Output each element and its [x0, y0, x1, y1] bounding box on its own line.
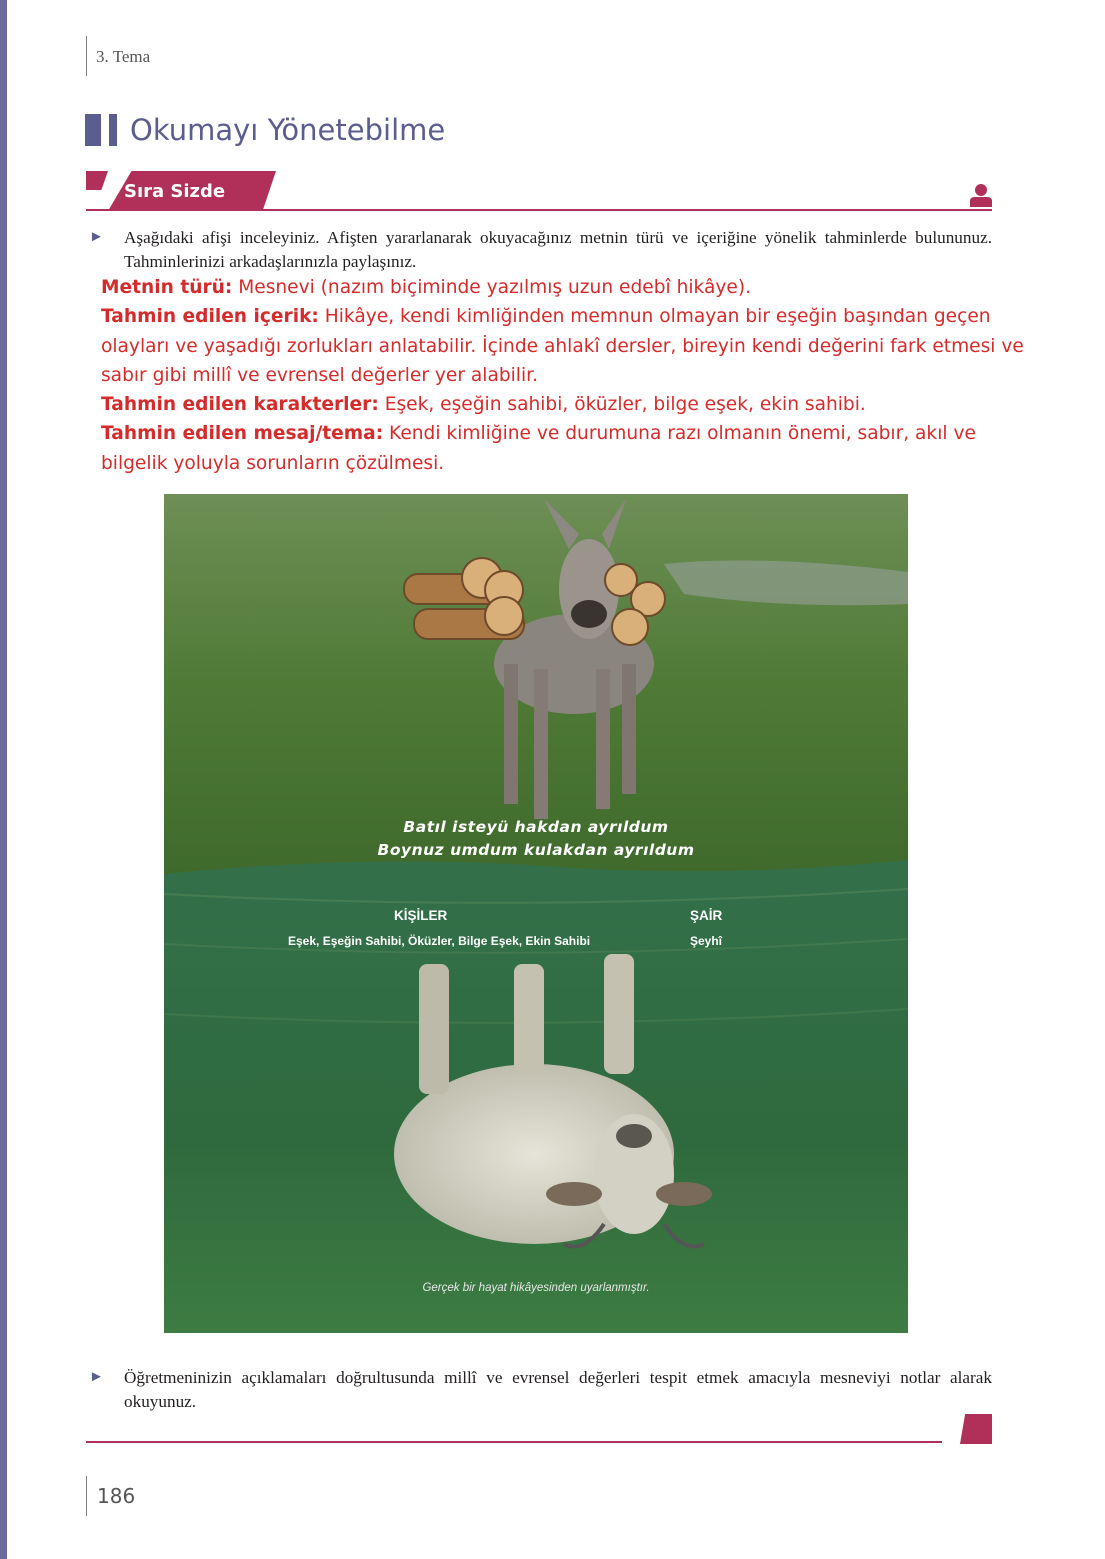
answer-content — [101, 302, 1031, 390]
answer-value: Hikâye, kendi kimliğinden memnun olmayan bir eşeğin başından geçen olayları ve yaşadığı zorlukları anlatabilir. İçinde ahlakî dersler, bireyin kendi değerini fark etmesi ve sabır gibi millî ve evrensel değerler yer alabilir. — [101, 306, 1024, 386]
verse-line-1: Batıl isteyü hakdan ayrıldum — [403, 818, 669, 836]
poet-heading: ŞAİR — [690, 908, 723, 923]
poster-credit: Gerçek bir hayat hikâyesinden uyarlanmıştır. — [422, 1282, 650, 1294]
section-divider — [86, 209, 992, 211]
answer-characters — [101, 390, 1031, 419]
instruction-text: Aşağıdaki afişi inceleyiniz. Afişten yararlanarak okuyacağınız metnin türü ve içeriğine yönelik tahminlerde bulununuz. Tahminlerinizi arkadaşlarınızla paylaşınız. — [124, 228, 992, 271]
story-poster — [164, 494, 908, 1333]
person-icon — [970, 183, 992, 207]
answer-block — [101, 273, 1031, 478]
answer-value: Mesnevi (nazım biçiminde yazılmış uzun edebî hikâye). — [232, 277, 751, 298]
poster-illustration — [164, 494, 908, 1333]
answer-value: Kendi kimliğine ve durumuna razı olmanın önemi, sabır, akıl ve bilgelik yoluyla sorunların çözülmesi. — [101, 423, 976, 474]
section-title: Okumayı Yönetebilme — [130, 113, 446, 147]
answer-label: Tahmin edilen içerik: — [101, 306, 319, 328]
poet-name: Şeyhî — [690, 934, 723, 948]
bullet-arrow-icon: ► — [89, 229, 104, 245]
answer-value: Eşek, eşeğin sahibi, öküzler, bilge eşek, ekin sahibi. — [378, 394, 866, 416]
verse-line-2: Boynuz umdum kulakdan ayrıldum — [377, 841, 695, 859]
instruction-text: Öğretmeninizin açıklamaları doğrultusunda millî ve evrensel değerleri tespit etmek amacıyla mesneviyi notlar alarak okuyunuz. — [124, 1368, 992, 1411]
answer-label: Tahmin edilen karakterler: — [101, 394, 379, 416]
sira-sizde-label: Sıra Sizde — [124, 181, 226, 202]
header-divider — [86, 36, 87, 76]
answer-type — [101, 273, 1031, 302]
theme-label: 3. Tema — [96, 47, 151, 66]
bottom-divider — [86, 1441, 942, 1443]
answer-label: Tahmin edilen mesaj/tema: — [101, 423, 384, 445]
characters-heading: KİŞİLER — [394, 908, 448, 923]
bullet-arrow-icon: ► — [89, 1369, 104, 1385]
bottom-tab-marker — [960, 1414, 992, 1444]
answer-label: Metnin türü: — [101, 277, 233, 298]
left-margin-bar — [0, 0, 7, 1559]
answer-theme — [101, 419, 1031, 478]
footer-divider — [86, 1476, 87, 1516]
characters-list: Eşek, Eşeğin Sahibi, Öküzler, Bilge Eşek, Ekin Sahibi — [288, 934, 591, 948]
page-number: 186 — [97, 1484, 136, 1508]
